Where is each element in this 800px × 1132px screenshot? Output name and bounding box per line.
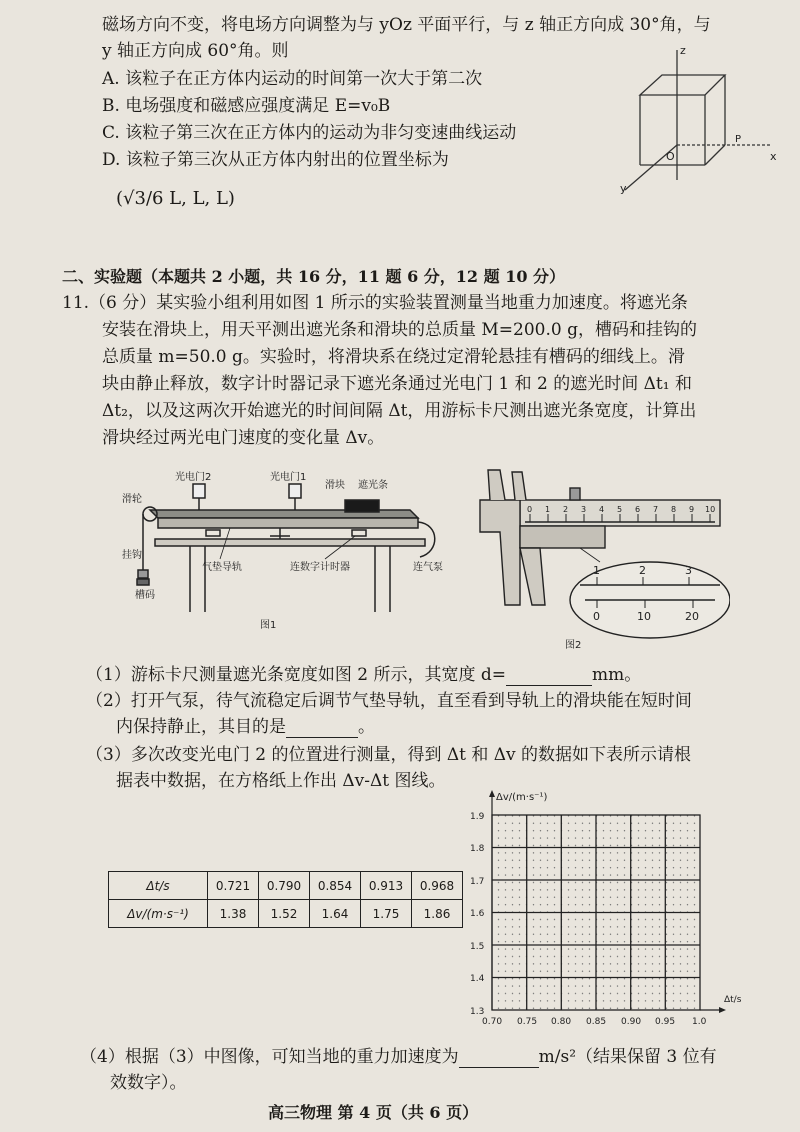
y-tick: 1.7 bbox=[470, 877, 485, 887]
fig1-caption: 图1 bbox=[260, 620, 277, 631]
scale-tick-2: 2 bbox=[563, 505, 569, 514]
table-header-dt: Δt/s bbox=[109, 872, 208, 900]
q11-para-3: 总质量 m=50.0 g。实验时，将滑块系在绕过定滑轮悬挂有槽码的细线上。滑 bbox=[102, 347, 685, 367]
table-cell: 1.64 bbox=[310, 900, 361, 928]
page-footer: 高三物理 第 4 页（共 6 页） bbox=[268, 1103, 479, 1122]
fig2-caption: 图2 bbox=[565, 640, 582, 651]
cube-diagram bbox=[610, 40, 780, 200]
q10-option-a: A. 该粒子在正方体内运动的时间第一次大于第二次 bbox=[102, 69, 483, 89]
q10-option-d: D. 该粒子第三次从正方体内射出的位置坐标为 bbox=[102, 150, 449, 170]
section-heading: 二、实验题（本题共 2 小题，共 16 分，11 题 6 分，12 题 10 分） bbox=[62, 267, 566, 286]
y-tick: 1.5 bbox=[470, 942, 485, 952]
q11-sub3-line2: 据表中数据，在方格纸上作出 Δv-Δt 图线。 bbox=[116, 771, 446, 791]
x-tick: 0.70 bbox=[482, 1017, 503, 1027]
q11-para-1: 11.（6 分）某实验小组利用如图 1 所示的实验装置测量当地重力加速度。将遮光条 bbox=[62, 293, 688, 313]
q11-para-4: 块由静止释放，数字计时器记录下遮光条通过光电门 1 和 2 的遮光时间 Δt₁ 和 bbox=[102, 374, 692, 394]
scale-tick-10: 10 bbox=[705, 505, 716, 514]
cube-label-p: P bbox=[735, 134, 742, 145]
q11-para-2: 安装在滑块上，用天平测出遮光条和滑块的总质量 M=200.0 g，槽码和挂钩的 bbox=[102, 320, 698, 340]
x-tick: 0.85 bbox=[586, 1017, 607, 1027]
zoom-vernier-10: 10 bbox=[637, 610, 651, 623]
table-cell: 1.86 bbox=[412, 900, 463, 928]
zoom-vernier-20: 20 bbox=[685, 610, 699, 623]
scale-tick-4: 4 bbox=[599, 505, 605, 514]
fig1-label-pulley: 滑轮 bbox=[122, 494, 142, 505]
x-tick: 0.80 bbox=[551, 1017, 572, 1027]
scale-tick-7: 7 bbox=[653, 505, 659, 514]
q11-sub2-line2 bbox=[116, 716, 375, 738]
scale-tick-3: 3 bbox=[581, 505, 587, 514]
x-tick: 0.75 bbox=[517, 1017, 538, 1027]
table-cell: 0.968 bbox=[412, 872, 463, 900]
y-tick: 1.4 bbox=[470, 974, 485, 984]
y-tick: 1.3 bbox=[470, 1007, 485, 1017]
q11-sub2-end: 。 bbox=[358, 717, 375, 737]
table-row bbox=[109, 900, 463, 928]
q11-sub1-text: （1）游标卡尺测量遮光条宽度如图 2 所示，其宽度 d= bbox=[86, 665, 506, 685]
fig1-label-hook: 挂钩 bbox=[122, 550, 142, 561]
fig1-label-gate2: 光电门2 bbox=[175, 472, 212, 483]
scale-tick-5: 5 bbox=[617, 505, 623, 514]
graph-paper bbox=[460, 790, 760, 1040]
table-cell: 0.790 bbox=[259, 872, 310, 900]
table-cell: 0.854 bbox=[310, 872, 361, 900]
zoom-main-2: 2 bbox=[639, 564, 646, 577]
y-tick: 1.9 bbox=[470, 812, 485, 822]
q11-sub4-unit: m/s²（结果保留 3 位有 bbox=[538, 1047, 717, 1067]
q11-sub4-line2: 效数字）。 bbox=[110, 1073, 187, 1093]
scale-tick-8: 8 bbox=[671, 505, 677, 514]
q11-sub2-answer-blank[interactable] bbox=[286, 721, 358, 738]
cube-label-y: y bbox=[620, 182, 627, 195]
q10-line1: 磁场方向不变，将电场方向调整为与 yOz 平面平行，与 z 轴正方向成 30°角，与 bbox=[102, 15, 711, 35]
cube-label-z: z bbox=[680, 44, 686, 57]
cube-label-x: x bbox=[770, 150, 777, 163]
zoom-main-3: 3 bbox=[685, 564, 692, 577]
fig1-label-weights: 槽码 bbox=[135, 590, 155, 601]
table-cell: 0.913 bbox=[361, 872, 412, 900]
scale-tick-9: 9 bbox=[689, 505, 695, 514]
table-cell: 1.38 bbox=[208, 900, 259, 928]
q11-sub2-line1: （2）打开气泵，待气流稳定后调节气垫导轨，直至看到导轨上的滑块能在短时间 bbox=[86, 691, 692, 711]
fig1-label-timer: 连数字计时器 bbox=[290, 562, 350, 573]
table-cell: 0.721 bbox=[208, 872, 259, 900]
q10-option-b: B. 电场强度和磁感应强度满足 E=v₀B bbox=[102, 96, 391, 116]
scale-tick-6: 6 bbox=[635, 505, 641, 514]
table-header-dv: Δv/(m·s⁻¹) bbox=[109, 900, 208, 928]
q11-sub1-answer-blank[interactable] bbox=[506, 669, 592, 686]
fig1-label-track: 气垫导轨 bbox=[202, 562, 242, 573]
fig1-label-shade: 遮光条 bbox=[358, 480, 388, 491]
x-tick: 0.90 bbox=[621, 1017, 642, 1027]
scale-tick-1: 1 bbox=[545, 505, 551, 514]
q11-sub3-line1: （3）多次改变光电门 2 的位置进行测量，得到 Δt 和 Δv 的数据如下表所示请根 bbox=[86, 745, 692, 765]
scale-tick-0: 0 bbox=[527, 505, 533, 514]
figure-1-apparatus bbox=[120, 462, 460, 637]
x-tick: 1.0 bbox=[692, 1017, 707, 1027]
q11-sub4-text: （4）根据（3）中图像，可知当地的重力加速度为 bbox=[80, 1047, 459, 1067]
table-cell: 1.75 bbox=[361, 900, 412, 928]
zoom-main-1: 1 bbox=[593, 564, 600, 577]
fig1-label-slider: 滑块 bbox=[325, 480, 345, 491]
x-tick: 0.95 bbox=[655, 1017, 676, 1027]
q11-sub2-text: 内保持静止，其目的是 bbox=[116, 717, 286, 737]
q11-para-5: Δt₂，以及这两次开始遮光的时间间隔 Δt，用游标卡尺测出遮光条宽度，计算出 bbox=[102, 401, 697, 421]
q11-para-6: 滑块经过两光电门速度的变化量 Δv。 bbox=[102, 428, 385, 448]
q10-option-d-coordinate: (√3/6 L, L, L) bbox=[116, 188, 235, 209]
zoom-vernier-0: 0 bbox=[593, 610, 600, 623]
fig1-label-pump: 连气泵 bbox=[413, 562, 443, 573]
q10-option-c: C. 该粒子第三次在正方体内的运动为非匀变速曲线运动 bbox=[102, 123, 517, 143]
table-cell: 1.52 bbox=[259, 900, 310, 928]
q10-line2: y 轴正方向成 60°角。则 bbox=[102, 41, 289, 61]
y-tick: 1.8 bbox=[470, 844, 485, 854]
graph-y-label: Δv/(m·s⁻¹) bbox=[496, 792, 548, 803]
q11-sub1-unit: mm。 bbox=[591, 665, 642, 685]
data-table bbox=[108, 871, 463, 928]
y-tick: 1.6 bbox=[470, 909, 485, 919]
q11-sub4-answer-blank[interactable] bbox=[459, 1051, 539, 1068]
q11-sub1 bbox=[86, 664, 641, 686]
fig1-label-gate1: 光电门1 bbox=[270, 472, 307, 483]
table-row bbox=[109, 872, 463, 900]
cube-label-o: O bbox=[666, 150, 675, 163]
figure-2-vernier-caliper bbox=[460, 460, 730, 655]
graph-x-label: Δt/s bbox=[724, 995, 742, 1005]
q11-sub4 bbox=[80, 1046, 717, 1068]
